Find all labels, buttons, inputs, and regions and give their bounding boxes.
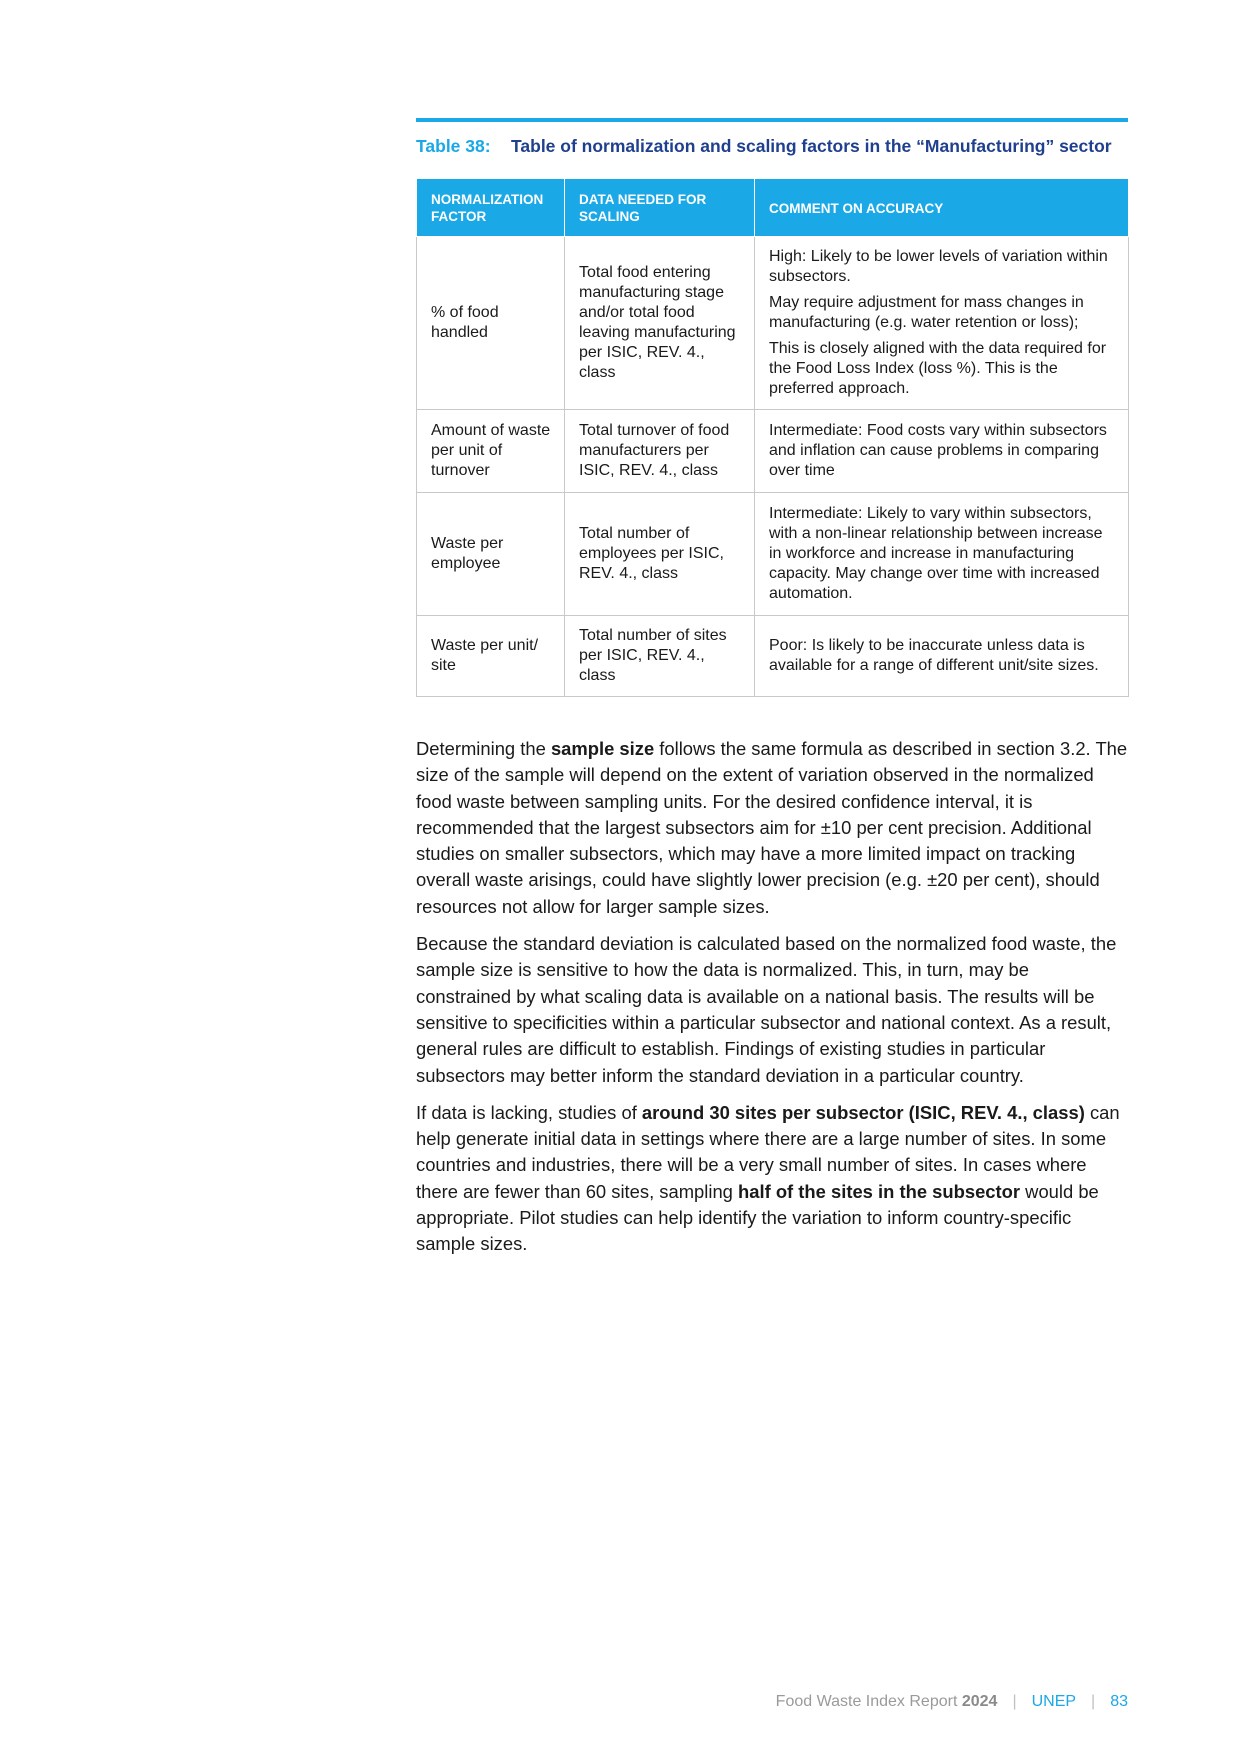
cell-data: Total food entering manufacturing stage and/or total food leaving manufacturing per ISIC, REV. 4., class [565,237,755,410]
paragraph-standard-deviation: Because the standard deviation is calculated based on the normalized food waste, the sample size is sensitive to how the data is normalized. This, in turn, may be constrained by what scaling data is available on a national basis. The results will be sensitive to specificities within a particular subsector and national context. As a result, general rules are difficult to establish. Findings of existing studies in particular subsectors may better inform the standard deviation in a particular country. [416,933,1117,1086]
cell-factor: % of food handled [417,237,565,410]
footer-year: 2024 [961,1693,998,1710]
footer-title: Food Waste Index Report [775,1693,958,1710]
text-run: Determining the [416,738,551,759]
footer-org: UNEP [1031,1693,1077,1710]
page-content [416,118,1128,1269]
text-bold: sample size [550,738,655,759]
paragraph-sample-size [416,736,1128,920]
text-bold: half of the sites in the subsector [738,1180,1021,1202]
cell-factor: Amount of waste per unit of turnover [417,410,565,493]
text-run: follows the same formula as described in section 3.2. The size of the sample will depend on the extent of variation observed in the normalized food waste between sampling units. For the desired confidence interval, it is recommended that the largest subsectors aim for ±10 per cent precision. Additional studies on smaller subsectors, which may have a more limited impact on tracking overall waste arisings, could have slightly lower precision (e.g. ±20 per cent), should resources not allow for larger sample sizes. [416,738,1128,917]
page-footer [776,1693,1128,1711]
body-text [416,736,1128,1258]
table-header-row [417,179,1129,237]
comment-line: May require adjustment for mass changes in manufacturing (e.g. water retention or loss); [769,294,1084,331]
table-caption [416,136,1128,157]
table-row [417,237,1129,410]
text-run: would be appropriate. Pilot studies can help identify the variation to inform country-specific sample sizes. [416,1180,1099,1255]
cell-comment [755,616,1129,697]
cell-factor: Waste per unit/ site [417,616,565,697]
comment-line: This is closely aligned with the data required for the Food Loss Index (loss %). This is the preferred approach. [769,340,1107,397]
caption-rule [416,118,1128,122]
cell-data: Total turnover of food manufacturers per ISIC, REV. 4., class [565,410,755,493]
footer-separator: | [1012,1693,1017,1710]
table-row [417,493,1129,616]
table-title: Table of normalization and scaling factors in the “Manufacturing” sector [511,136,1112,156]
cell-data: Total number of sites per ISIC, REV. 4., class [565,616,755,697]
table-row [417,616,1129,697]
table-number: Table 38: [416,136,491,156]
text-run: can help generate initial data in settings where there are a large number of sites. In some countries and industries, there will be a very small number of sites. In cases where there are fewer than 60 sites, sampling [416,1101,1120,1202]
footer-separator: | [1091,1693,1096,1710]
text-bold: around 30 sites per subsector (ISIC, REV. 4., class) [641,1101,1085,1123]
comment-line: Intermediate: Food costs vary within subsectors and inflation can cause problems in comparing over time [769,422,1107,479]
page-number: 83 [1110,1693,1128,1710]
cell-comment [755,410,1129,493]
comment-line: High: Likely to be lower levels of variation within subsectors. [769,248,1108,285]
comment-line: Intermediate: Likely to vary within subsectors, with a non-linear relationship between increase in workforce and increase in manufacturing capacity. May change over time with increased automation. [769,505,1103,602]
header-normalization-factor: NORMALIZATION FACTOR [417,179,565,237]
paragraph-data-lacking [416,1100,1128,1258]
header-data-needed: DATA NEEDED FOR SCALING [565,179,755,237]
header-comment-accuracy: COMMENT ON ACCURACY [755,179,1129,237]
comment-line: Poor: Is likely to be inaccurate unless data is available for a range of different unit/site sizes. [769,637,1099,674]
cell-comment [755,493,1129,616]
text-run: If data is lacking, studies of [416,1101,642,1123]
table-row [417,410,1129,493]
normalization-table [416,178,1129,697]
cell-factor: Waste per employee [417,493,565,616]
cell-comment [755,237,1129,410]
cell-data: Total number of employees per ISIC, REV. 4., class [565,493,755,616]
